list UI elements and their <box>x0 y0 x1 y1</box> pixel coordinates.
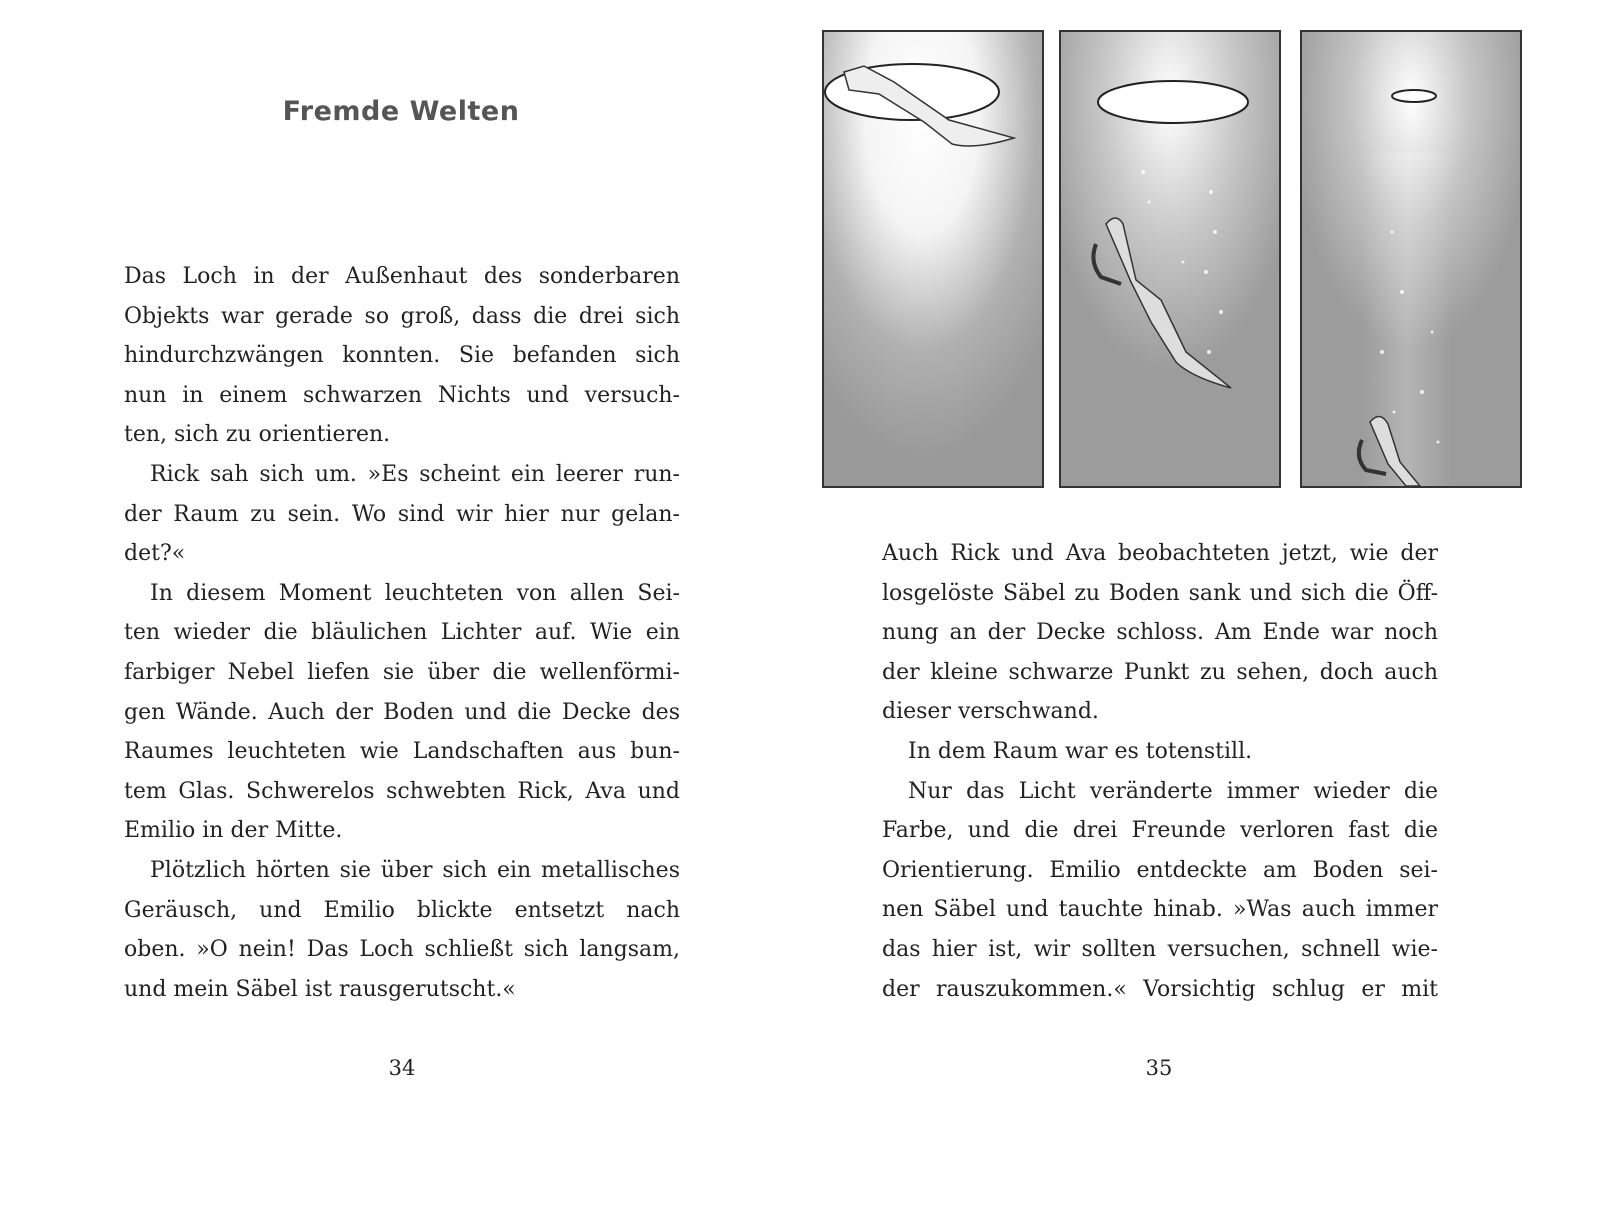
text-line: der kleine schwarze Punkt zu sehen, doch auch <box>882 659 1438 685</box>
text-line: der rauszukommen.« Vorsichtig schlug er mit <box>882 976 1438 1002</box>
text-line: gen Wände. Auch der Boden und die Decke des <box>124 699 680 725</box>
text-line: tem Glas. Schwerelos schwebten Rick, Ava und <box>124 778 680 804</box>
text-line: der Raum zu sein. Wo sind wir hier nur gelan- <box>124 501 680 527</box>
text-line: Emilio in der Mitte. <box>124 818 343 844</box>
chapter-title: Fremde Welten <box>282 96 520 127</box>
comic-panel-3 <box>1300 30 1522 488</box>
text-line: In diesem Moment leuchteten von allen Sei- <box>150 580 680 606</box>
text-line: Raumes leuchteten wie Landschaften aus bun- <box>124 739 680 765</box>
text-line: In dem Raum war es totenstill. <box>908 738 1253 764</box>
text-line: nen Säbel und tauchte hinab. »Was auch immer <box>882 897 1438 923</box>
text-line: ten, sich zu orientieren. <box>124 422 391 448</box>
sword-through-hole-illustration <box>824 32 1042 486</box>
text-line: Orientierung. Emilio entdeckte am Boden sei- <box>882 857 1438 883</box>
text-line: Auch Rick und Ava beobachteten jetzt, wie der <box>882 541 1438 566</box>
page-number-left: 34 <box>388 1056 416 1080</box>
text-line: det?« <box>124 541 186 567</box>
text-line: Nur das Licht veränderte immer wieder die <box>908 778 1438 804</box>
text-line: das hier ist, wir sollten versuchen, schnell wie- <box>882 936 1438 962</box>
text-line: Objekts war gerade so groß, dass die drei sich <box>124 303 680 329</box>
text-line: Das Loch in der Außenhaut des sonderbaren <box>124 264 680 289</box>
page-number-right: 35 <box>1145 1056 1173 1080</box>
text-line: und mein Säbel ist rausgerutscht.« <box>124 976 516 1002</box>
comic-panel-2 <box>1059 30 1281 488</box>
text-line: Farbe, und die drei Freunde verloren fast die <box>882 818 1438 844</box>
comic-panel-1 <box>822 30 1044 488</box>
text-line: farbiger Nebel liefen sie über die wellenförmi- <box>124 659 680 685</box>
left-page-text <box>124 260 680 1012</box>
text-line: oben. »O nein! Das Loch schließt sich langsam, <box>124 937 680 963</box>
text-line: ten wieder die bläulichen Lichter auf. Wie ein <box>124 620 680 646</box>
text-line: nun in einem schwarzen Nichts und versuch- <box>124 382 680 408</box>
text-line: Plötzlich hörten sie über sich ein metallisches <box>150 857 680 883</box>
sword-sinking-illustration <box>1061 32 1279 486</box>
text-line: dieser verschwand. <box>882 699 1099 725</box>
text-line: losgelöste Säbel zu Boden sank und sich die Öff- <box>882 580 1438 606</box>
text-line: Geräusch, und Emilio blickte entsetzt nach <box>124 897 680 923</box>
text-line: Rick sah sich um. »Es scheint ein leerer run- <box>150 461 680 487</box>
text-line: nung an der Decke schloss. Am Ende war noch <box>882 620 1438 646</box>
text-line: hindurchzwängen konnten. Sie befanden sich <box>124 343 680 369</box>
right-page-text <box>882 537 1438 1012</box>
sword-on-floor-illustration <box>1302 32 1520 486</box>
